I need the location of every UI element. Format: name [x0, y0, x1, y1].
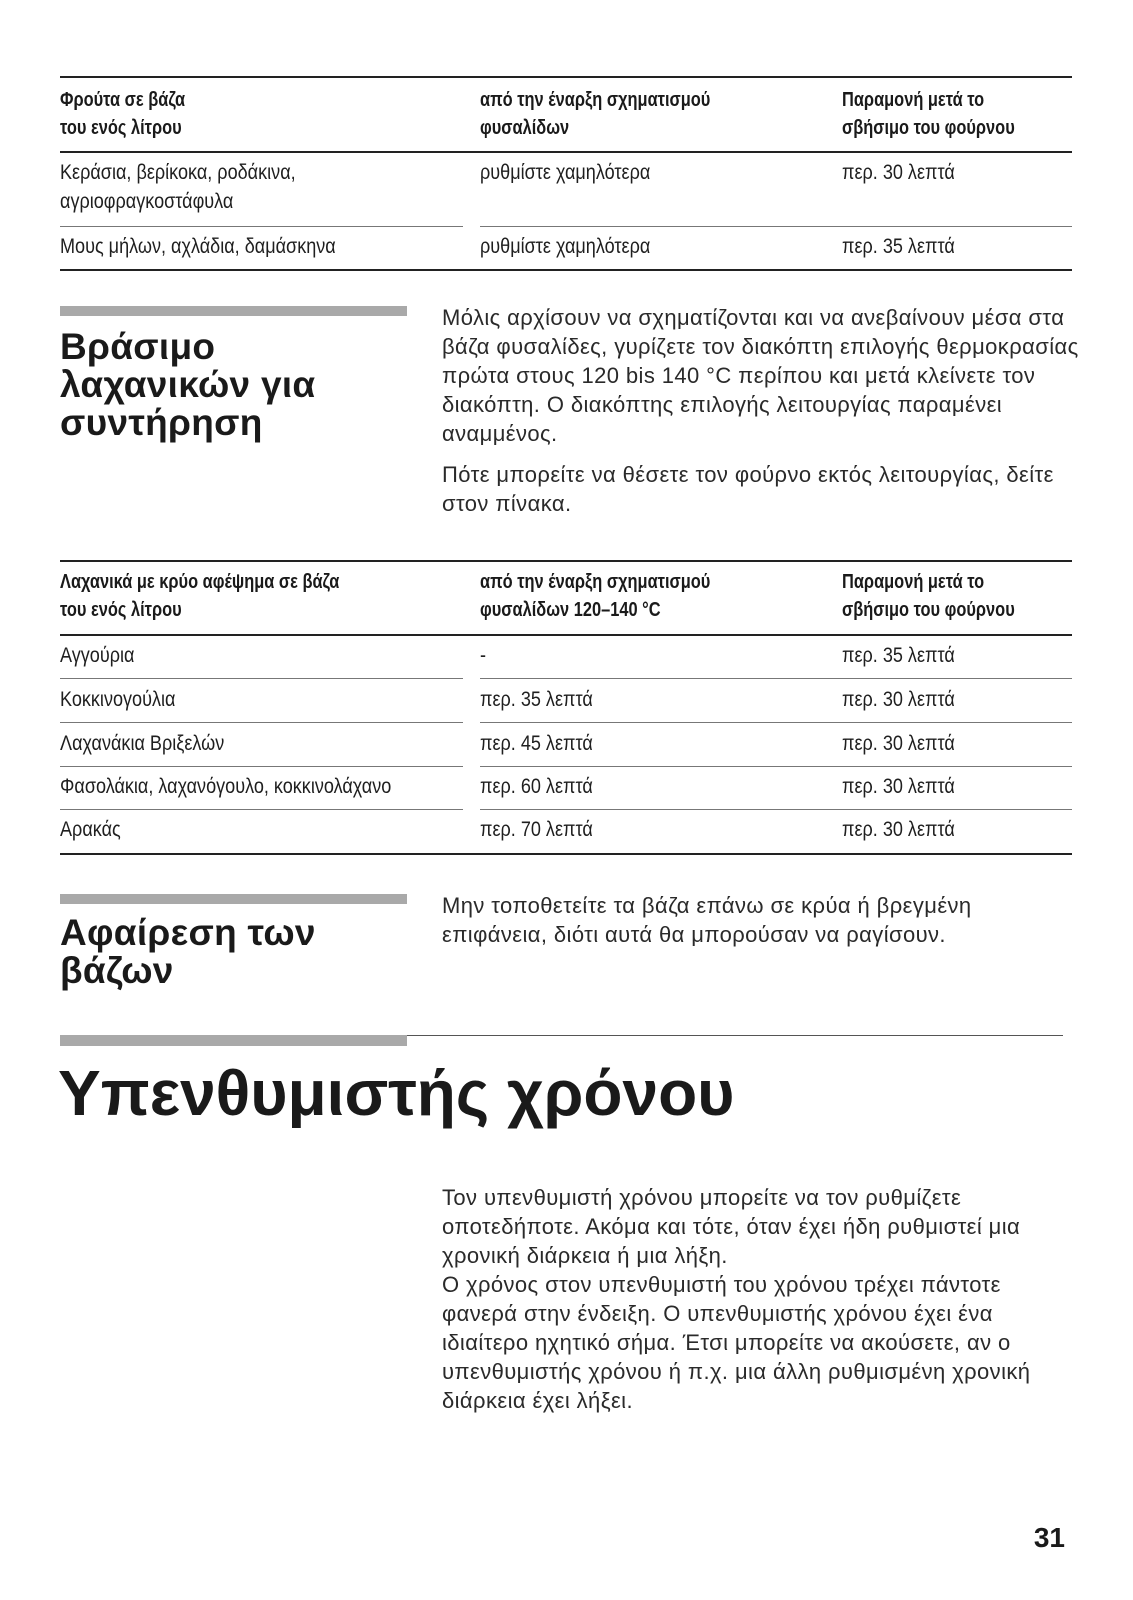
veg-row5-col1: Αρακάς	[60, 818, 121, 841]
section-boiling-text	[442, 303, 1082, 518]
section-title-removal: Αφαίρεση των βάζων	[60, 912, 316, 991]
row-divider	[60, 809, 463, 810]
section-bar	[60, 306, 407, 316]
fruit-row2-col2: ρυθμίστε χαμηλότερα	[480, 235, 651, 258]
row-divider	[842, 226, 1072, 227]
veg-row2-col1: Κοκκινογούλια	[60, 688, 176, 711]
chapter-bar	[60, 1035, 407, 1046]
paragraph: Ο χρόνος στον υπενθυμιστή του χρόνου τρέχει πάντοτε φανερά στην ένδειξη. Ο υπενθυμιστής χρόνου έχει ένα ιδιαίτερο ηχητικό σήμα. Έτσι μπορείτε να ακούσετε, αν ο υπενθυμιστής χρόνου ή π.χ. μια άλλη ρυθμισμένη χρονική διάρκεια έχει λήξει.	[442, 1272, 1031, 1413]
table-header-rule	[60, 634, 1072, 636]
row-divider	[60, 678, 463, 679]
row-divider	[842, 766, 1072, 767]
table-top-rule	[60, 560, 1072, 562]
row-divider	[480, 226, 842, 227]
section-bar	[60, 894, 407, 904]
veg-row4-col3: περ. 30 λεπτά	[842, 775, 955, 798]
veg-header-col2-line2: φυσαλίδων 120–140 °C	[480, 599, 661, 621]
paragraph: Μόλις αρχίσουν να σχηματίζονται και να ανεβαίνουν μέσα στα βάζα φυσαλίδες, γυρίζετε τον διακόπτη επιλογής θερμοκρασίας πρώτα στους 120 bis 140 °C περίπου και μετά κλείνετε τον διακόπτη. Ο διακόπτης επιλογής λειτουργίας παραμένει αναμμένος.	[442, 305, 1079, 446]
table-bottom-rule	[60, 853, 1072, 855]
veg-row2-col3: περ. 30 λεπτά	[842, 688, 955, 711]
chapter-rule	[407, 1035, 1063, 1036]
veg-header-col1-line2: του ενός λίτρου	[60, 599, 182, 621]
row-divider	[480, 766, 842, 767]
fruit-header-col1-line2: του ενός λίτρου	[60, 117, 182, 139]
veg-row4-col2: περ. 60 λεπτά	[480, 775, 593, 798]
row-divider	[60, 226, 463, 227]
section-removal-text	[442, 891, 1082, 949]
page-number: 31	[1033, 1522, 1065, 1553]
veg-row3-col2: περ. 45 λεπτά	[480, 732, 593, 755]
fruit-row2-col1: Μους μήλων, αχλάδια, δαμάσκηνα	[60, 235, 336, 258]
veg-row5-col2: περ. 70 λεπτά	[480, 818, 593, 841]
fruit-header-col3-line1: Παραμονή μετά το	[842, 89, 985, 111]
fruit-row1-col2: ρυθμίστε χαμηλότερα	[480, 161, 651, 184]
row-divider	[842, 809, 1072, 810]
fruit-row1-col1-line2: αγριοφραγκοστάφυλα	[60, 190, 234, 213]
row-divider	[480, 678, 842, 679]
veg-header-col1-line1: Λαχανικά με κρύο αφέψημα σε βάζα	[60, 571, 340, 593]
fruit-header-col3-line2: σβήσιμο του φούρνου	[842, 117, 1015, 139]
veg-header-col3-line2: σβήσιμο του φούρνου	[842, 599, 1015, 621]
veg-header-col3-line1: Παραμονή μετά το	[842, 571, 985, 593]
table-bottom-rule	[60, 269, 1072, 271]
chapter-title: Υπενθυμιστής χρόνου	[58, 1057, 735, 1129]
veg-row4-col1: Φασολάκια, λαχανόγουλο, κοκκινολάχανο	[60, 775, 392, 798]
paragraph: Μην τοποθετείτε τα βάζα επάνω σε κρύα ή βρεγμένη επιφάνεια, διότι αυτά θα μπορούσαν να ραγίσουν.	[442, 893, 972, 947]
section-timer-text	[442, 1183, 1082, 1415]
veg-row2-col2: περ. 35 λεπτά	[480, 688, 593, 711]
row-divider	[60, 766, 463, 767]
row-divider	[842, 722, 1072, 723]
veg-row5-col3: περ. 30 λεπτά	[842, 818, 955, 841]
vegetable-table	[60, 560, 1072, 860]
veg-row3-col3: περ. 30 λεπτά	[842, 732, 955, 755]
veg-row1-col1: Αγγούρια	[60, 644, 135, 667]
veg-row1-col2: -	[480, 644, 487, 667]
table-top-rule	[60, 76, 1072, 78]
veg-header-col2-line1: από την έναρξη σχηματισμού	[480, 571, 711, 593]
fruit-header-col1-line1: Φρούτα σε βάζα	[60, 89, 186, 111]
row-divider	[60, 722, 463, 723]
fruit-header-col2-line2: φυσαλίδων	[480, 117, 570, 139]
fruit-row2-col3: περ. 35 λεπτά	[842, 235, 955, 258]
row-divider	[480, 722, 842, 723]
fruit-table	[60, 76, 1072, 272]
fruit-row1-col1-line1: Κεράσια, βερίκοκα, ροδάκινα,	[60, 161, 296, 184]
row-divider	[842, 678, 1072, 679]
row-divider	[480, 809, 842, 810]
fruit-row1-col3: περ. 30 λεπτά	[842, 161, 955, 184]
fruit-header-col2-line1: από την έναρξη σχηματισμού	[480, 89, 711, 111]
paragraph: Τον υπενθυμιστή χρόνου μπορείτε να τον ρυθμίζετε οποτεδήποτε. Ακόμα και τότε, όταν έχει ήδη ρυθμιστεί μια χρονική διάρκεια ή μια λήξη.	[442, 1185, 1021, 1268]
table-header-rule	[60, 151, 1072, 153]
veg-row1-col3: περ. 35 λεπτά	[842, 644, 955, 667]
paragraph: Πότε μπορείτε να θέσετε τον φούρνο εκτός λειτουργίας, δείτε στον πίνακα.	[442, 462, 1054, 516]
veg-row3-col1: Λαχανάκια Βριξελών	[60, 732, 225, 755]
section-title-boiling: Βράσιμο λαχανικών για συντήρηση	[60, 326, 316, 443]
